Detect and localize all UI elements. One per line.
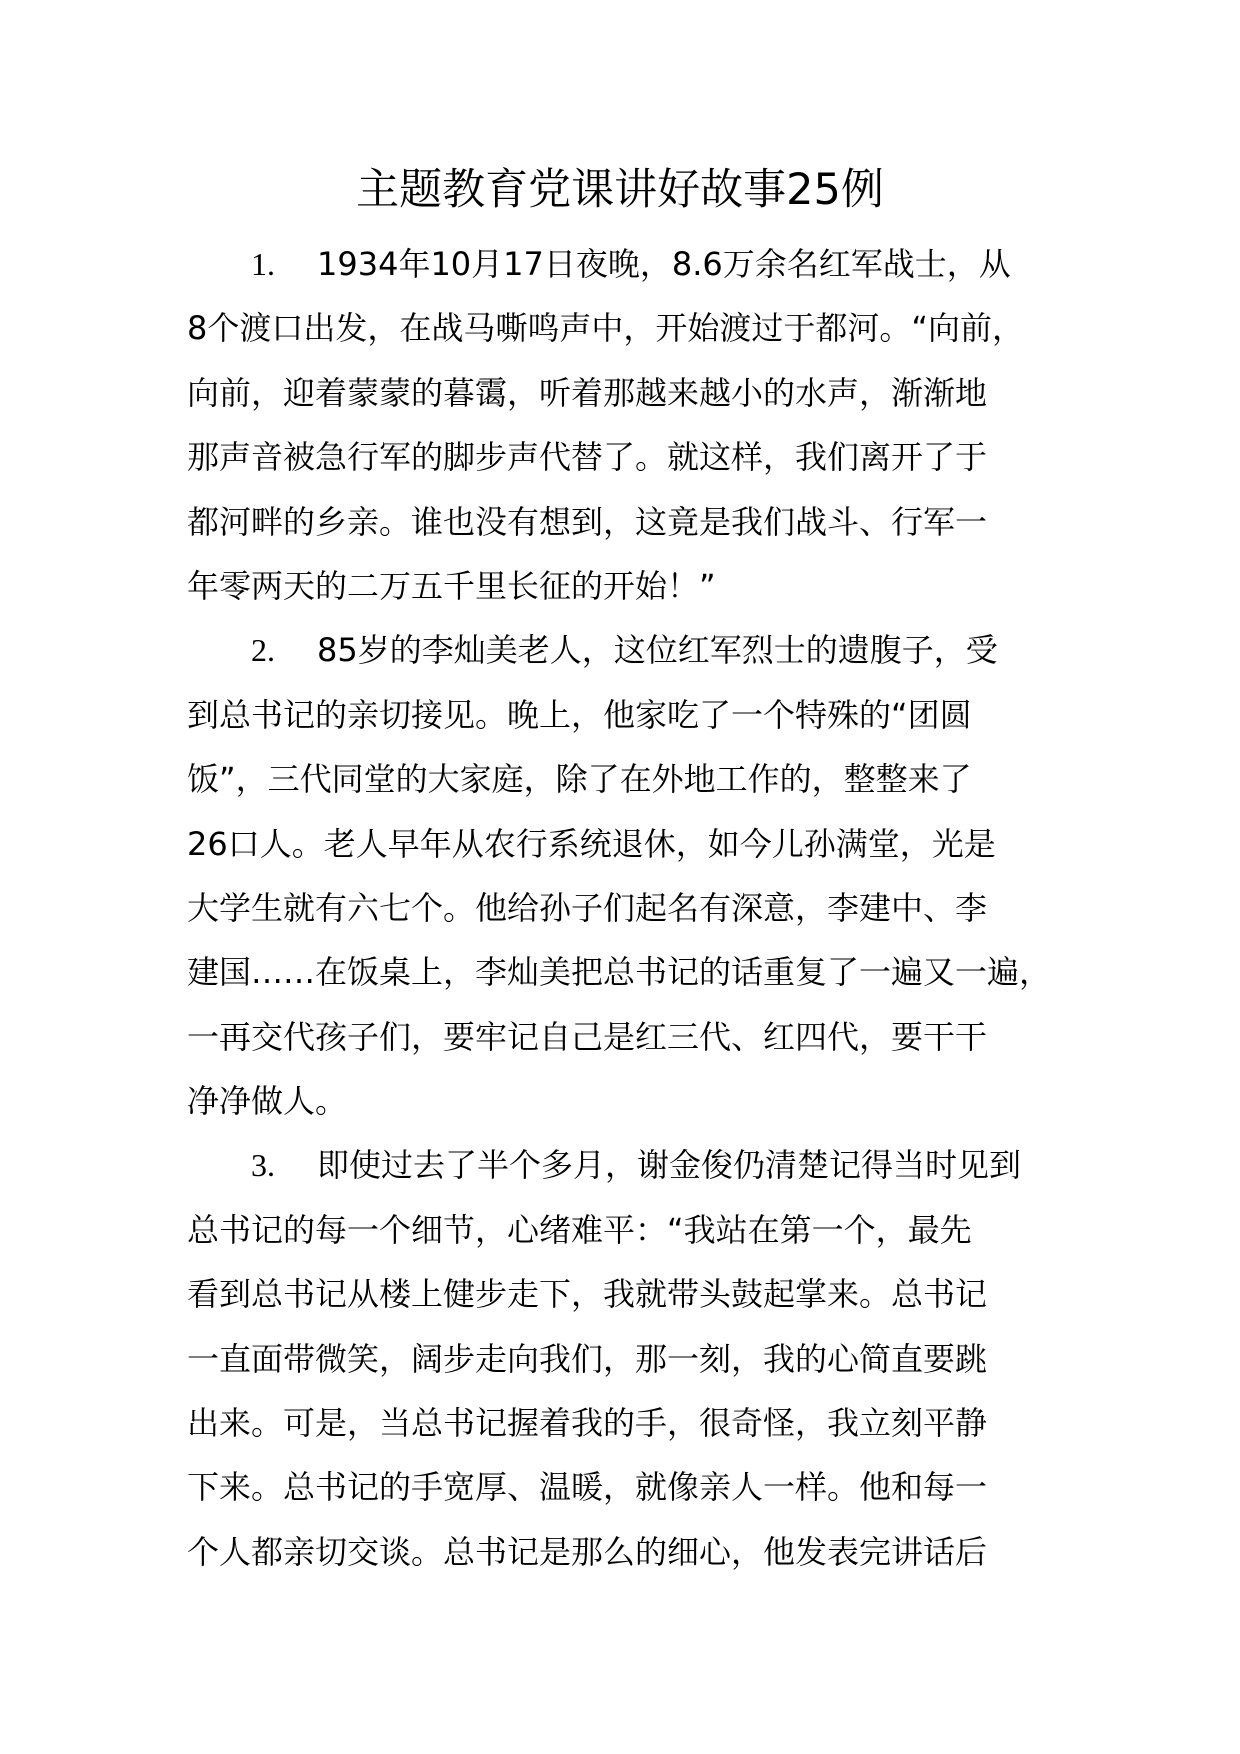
paragraph-number: 1. (251, 246, 275, 282)
paragraph-line: 下来。总书记的手宽厚、温暖，就像亲人一样。他和每一 (187, 1468, 988, 1507)
paragraph-line: 都河畔的乡亲。谁也没有想到，这竟是我们战斗、行军一 (187, 502, 988, 541)
paragraph-line (187, 1133, 1082, 1197)
paragraph-2 (187, 618, 1082, 1133)
paragraph-1 (187, 232, 1082, 618)
paragraph-line: 那声音被急行军的脚步声代替了。就这样，我们离开了于 (187, 438, 988, 477)
paragraph-line: 看到总书记从楼上健步走下，我就带头鼓起掌来。总书记 (187, 1275, 988, 1314)
paragraph-number: 2. (251, 632, 275, 669)
paragraph-line: 净净做人。 (187, 1082, 348, 1121)
line-text: 85岁的李灿美老人，这位红军烈士的遗腹子，受 (317, 631, 998, 670)
paragraph-line: 8个渡口出发，在战马嘶鸣声中，开始渡过于都河。“向前， (187, 309, 1024, 348)
paragraph-line: 到总书记的亲切接见。晚上，他家吃了一个特殊的“团圆 (187, 695, 972, 734)
paragraph-line: 饭”，三代同堂的大家庭，除了在外地工作的，整整来了 (187, 760, 972, 799)
paragraph-line (187, 232, 1082, 296)
paragraph-line: 总书记的每一个细节，心绪难平：“我站在第一个，最先 (187, 1210, 972, 1249)
paragraph-line: 建国……在饭桌上，李灿美把总书记的话重复了一遍又一遍， (187, 953, 1052, 992)
paragraph-line (187, 618, 1082, 682)
paragraph-line: 向前，迎着蒙蒙的暮霭，听着那越来越小的水声，渐渐地 (187, 373, 988, 412)
line-text: 1934年10月17日夜晚，8.6万余名红军战士，从 (317, 245, 1011, 283)
paragraph-line: 26口人。老人早年从农行系统退休，如今儿孙满堂，光是 (187, 824, 996, 863)
document-body (187, 232, 1082, 1584)
paragraph-3 (187, 1133, 1082, 1584)
paragraph-line: 年零两天的二万五千里长征的开始！” (187, 566, 716, 605)
paragraph-line: 一直面带微笑，阔步走向我们，那一刻，我的心简直要跳 (187, 1339, 988, 1378)
paragraph-line: 出来。可是，当总书记握着我的手，很奇怪，我立刻平静 (187, 1404, 988, 1443)
paragraph-line: 大学生就有六七个。他给孙子们起名有深意，李建中、李 (187, 888, 988, 927)
paragraph-number: 3. (251, 1147, 275, 1184)
paragraph-line: 个人都亲切交谈。总书记是那么的细心，他发表完讲话后 (187, 1532, 988, 1571)
paragraph-line: 一再交代孩子们，要牢记自己是红三代、红四代，要干干 (187, 1017, 988, 1056)
document-title: 主题教育党课讲好故事25例 (356, 165, 884, 215)
line-text: 即使过去了半个多月，谢金俊仍清楚记得当时见到 (317, 1146, 1022, 1185)
